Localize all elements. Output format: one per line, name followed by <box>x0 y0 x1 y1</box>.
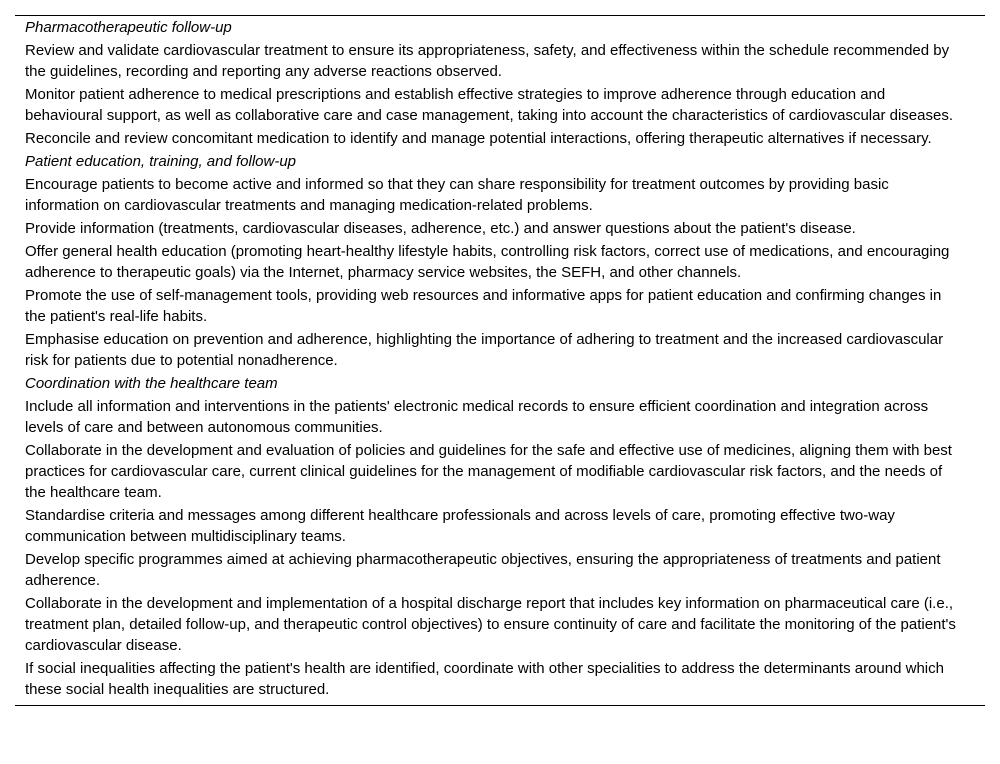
table-row: Provide information (treatments, cardiovascular diseases, adherence, etc.) and answer questions about the patient's disease. <box>25 220 856 237</box>
table-row: Offer general health education (promoting heart-healthy lifestyle habits, controlling risk factors, correct use of medications, and encouraging adherence to therapeutic goals) via the Internet, pharmacy service websites, the SEFH, and other channels. <box>25 243 950 281</box>
table-row: Emphasise education on prevention and adherence, highlighting the importance of adhering to treatment and the increased cardiovascular risk for patients due to potential nonadherence. <box>25 331 944 369</box>
table-row: Collaborate in the development and implementation of a hospital discharge report that includes key information on pharmaceutical care (i.e., treatment plan, detailed follow-up, and therapeutic control objectives) to ensure continuity of care and facilitate the monitoring of the patient's cardiovascular disease. <box>25 595 956 654</box>
table-row: Collaborate in the development and evaluation of policies and guidelines for the safe and effective use of medicines, aligning them with best practices for cardiovascular care, current clinical guidelines for the management of modifiable cardiovascular risk factors, and the needs of the healthcare team. <box>25 442 952 501</box>
table-row: Encourage patients to become active and informed so that they can share responsibility for treatment outcomes by providing basic information on cardiovascular treatments and managing medication-related problems. <box>25 176 889 214</box>
table-row: Include all information and interventions in the patients' electronic medical records to ensure efficient coordination and integration across levels of care and between autonomous communities. <box>25 398 929 436</box>
table-row: Develop specific programmes aimed at achieving pharmacotherapeutic objectives, ensuring the appropriateness of treatments and patient adherence. <box>25 551 941 589</box>
section-heading: Patient education, training, and follow-up <box>25 153 297 170</box>
table-row: Review and validate cardiovascular treatment to ensure its appropriateness, safety, and effectiveness within the schedule recommended by the guidelines, recording and reporting any adverse reactions observed. <box>25 42 950 80</box>
table-row: Standardise criteria and messages among different healthcare professionals and across levels of care, promoting effective two-way communication between multidisciplinary teams. <box>25 507 895 545</box>
section-heading: Pharmacotherapeutic follow-up <box>25 19 232 36</box>
section-heading: Coordination with the healthcare team <box>25 375 278 392</box>
table-row: Promote the use of self-management tools, providing web resources and informative apps for patient education and confirming changes in the patient's real-life habits. <box>25 287 942 325</box>
table-row: Reconcile and review concomitant medication to identify and manage potential interactions, offering therapeutic alternatives if necessary. <box>25 130 932 147</box>
table-row: Monitor patient adherence to medical prescriptions and establish effective strategies to improve adherence through education and behavioural support, as well as collaborative care and case management, taking into account the characteristics of cardiovascular diseases. <box>25 86 954 124</box>
table-row: If social inequalities affecting the patient's health are identified, coordinate with other specialities to address the determinants around which these social health inequalities are structured. <box>25 660 944 698</box>
activities-table <box>15 15 985 706</box>
